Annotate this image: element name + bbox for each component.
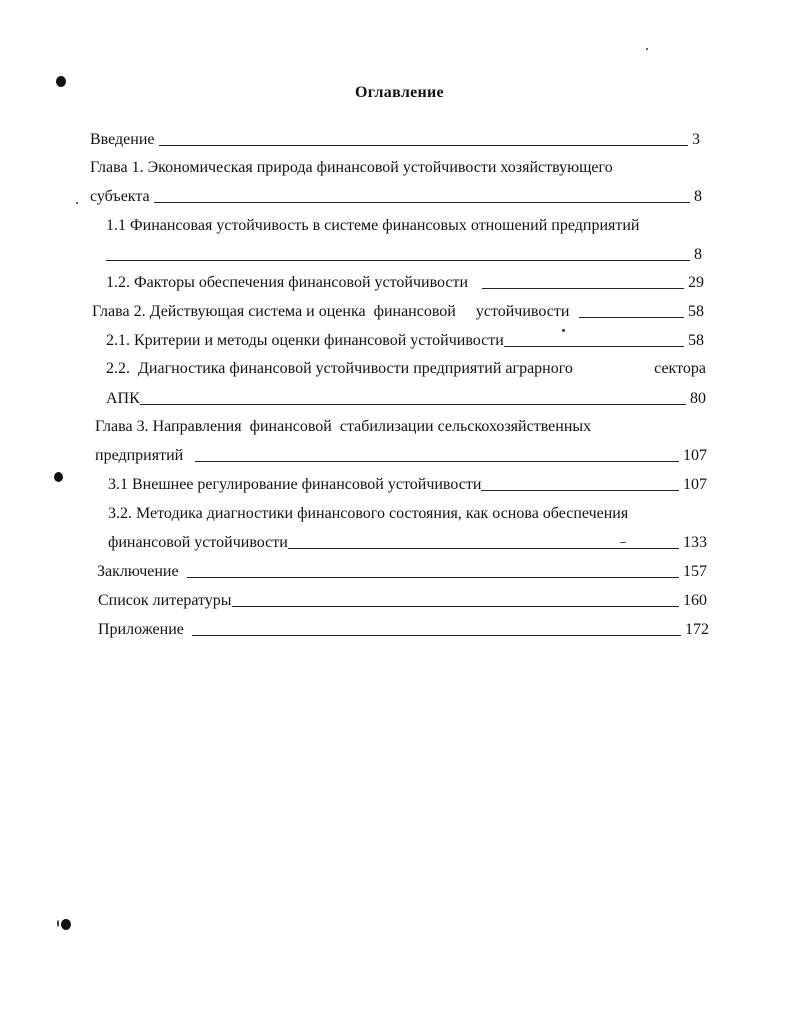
- leader-line: [504, 345, 684, 347]
- toc-entry-label: 2.1. Критерии и методы оценки финансовой устойчивости: [106, 332, 504, 349]
- toc-entry-intro: [90, 127, 700, 149]
- leader-line: [154, 201, 690, 203]
- leader-line: [481, 489, 679, 491]
- toc-entry-bibliography: [98, 588, 707, 610]
- scan-speck: [76, 202, 78, 204]
- toc-entry-label: финансовой устойчивости: [108, 534, 288, 551]
- toc-entry-label: Заключение: [97, 563, 179, 580]
- toc-entry-section-3-2-line1: [108, 501, 700, 523]
- leader-line: [140, 403, 686, 405]
- scan-mark: [61, 919, 71, 930]
- scan-mark: [54, 472, 63, 482]
- toc-title: Оглавление: [355, 84, 444, 101]
- toc-page-number: 160: [683, 592, 707, 609]
- toc-page-number: 8: [694, 188, 702, 205]
- leader-line: [195, 460, 679, 462]
- toc-page-number: 172: [685, 621, 709, 638]
- toc-entry-section-1-1-line1: [106, 213, 706, 235]
- toc-entry-label: 3.2. Методика диагностики финансового состояния, как основа обеспечения: [108, 505, 629, 522]
- toc-entry-chapter-2: [92, 299, 704, 321]
- toc-entry-label: 1.1 Финансовая устойчивость в системе финансовых отношений предприятий: [106, 217, 640, 234]
- toc-entry-section-1-2: [106, 270, 704, 292]
- toc-entry-label: 3.1 Внешнее регулирование финансовой устойчивости: [108, 476, 482, 493]
- scan-speck: [646, 48, 648, 50]
- toc-entry-label: Глава 2. Действующая система и оценка финансовой устойчивости: [92, 303, 570, 320]
- toc-page-number: 3: [692, 131, 700, 148]
- toc-page-number: 107: [683, 476, 707, 493]
- toc-entry-section-1-1-line2: [106, 242, 702, 264]
- toc-entry-label: АПК: [106, 390, 140, 407]
- toc-entry-label: Глава 3. Направления финансовой стабилизации сельскохозяйственных: [95, 418, 592, 435]
- toc-entry-label: Глава 1. Экономическая природа финансовой устойчивости хозяйствующего: [90, 159, 613, 176]
- toc-page-number: 8: [694, 246, 702, 263]
- leader-line: [232, 605, 679, 607]
- toc-entry-section-3-2-line2: [108, 530, 707, 552]
- toc-page-number: 107: [683, 447, 707, 464]
- leader-line: [288, 547, 679, 549]
- toc-entry-label: 1.2. Факторы обеспечения финансовой устойчивости: [106, 274, 469, 291]
- leader-line: [482, 287, 684, 289]
- toc-page-number: 80: [690, 390, 706, 407]
- leader-line: [159, 144, 689, 146]
- leader-line: [106, 259, 690, 261]
- toc-entry-label: 2.2. Диагностика финансовой устойчивости предприятий аграрного: [106, 360, 573, 377]
- toc-entry-chapter-1-line2: [90, 184, 702, 206]
- toc-entry-label: Приложение: [98, 621, 184, 638]
- toc-entry-chapter-3-line1: [95, 414, 695, 436]
- toc-page-number: 29: [688, 274, 704, 291]
- toc-page-number: 157: [683, 563, 707, 580]
- toc-page-number: 133: [683, 534, 707, 551]
- toc-entry-label: сектора: [654, 360, 706, 377]
- toc-entry-section-2-1: [106, 328, 704, 350]
- leader-line: [187, 576, 679, 578]
- toc-entry-chapter-3-line2: [95, 443, 707, 465]
- toc-page-number: 58: [688, 303, 704, 320]
- leader-line: [192, 634, 681, 636]
- toc-entry-label: субъекта: [90, 188, 150, 205]
- toc-entry-section-3-1: [108, 472, 707, 494]
- toc-entry-appendix: [98, 617, 709, 639]
- toc-entry-conclusion: [97, 559, 707, 581]
- toc-entry-chapter-1-line1: [90, 155, 700, 177]
- toc-page-number: 58: [688, 332, 704, 349]
- toc-entry-label: Введение: [90, 131, 155, 148]
- leader-line: [579, 316, 684, 318]
- toc-entry-label: Список литературы: [98, 592, 232, 609]
- toc-entry-section-2-2-line1: [106, 356, 706, 378]
- toc-entry-label: предприятий: [95, 447, 184, 464]
- scan-speck: [57, 920, 59, 927]
- toc-entry-section-2-2-line2: [106, 386, 706, 408]
